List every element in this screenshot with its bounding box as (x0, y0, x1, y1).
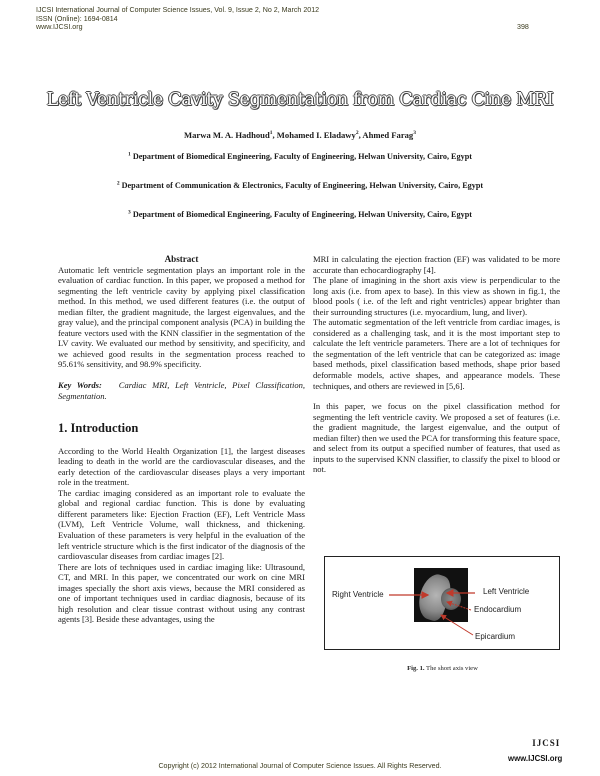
author-list: Marwa M. A. Hadhoud$^1$, Mohamed I. Eladawy$^2$, Ahmed Farag$^3$ (184, 130, 416, 140)
paragraph: According to the World Health Organization [1], the largest diseases leading to death in the world are the cardiovascular diseases, and the early detection of the cardiovascular diseases plays a very important role in the treatment. (58, 445, 305, 488)
author-sup: 3 (413, 130, 416, 137)
section-heading-introduction: 1. Introduction (58, 421, 139, 436)
affiliation-sup: 3 (128, 209, 131, 216)
caption-text: The short axis view (426, 665, 478, 672)
copyright-footer: Copyright (c) 2012 International Journal of Computer Science Issues. All Rights Reserved. (158, 762, 442, 770)
author-name: Ahmed Farag (362, 130, 414, 140)
affiliation-text: Department of Communication & Electronics, Faculty of Engineering, Helwan University, Cairo, Egypt (121, 181, 484, 190)
issn-line: ISSN (Online): 1694-0814 (36, 14, 118, 23)
caption-label: Fig. 1. (407, 665, 425, 672)
page-number: 398 (517, 23, 529, 31)
label-epicardium: Epicardium (475, 632, 516, 641)
abstract-text: Automatic left ventricle segmentation plays an important role in the evaluation of cardiac function. In this paper, we proposed a method for segmenting the left ventricle cavity by applying pixel classification method. In this method, we used different features (i.e. the output of median filter, the gradient magnitude, the largest eigenvalues, and the gray value), and the principal component analysis (PCA) in building the feature vectors used with the KNN classifier in the segmentation of the LV cavity. We evaluated our method by sensitivity, and specificity, and we achieved good results in the segmentation process reached to 95.61% sensitivity, and 98.9% specificity. (58, 264, 305, 370)
paragraph: The cardiac imaging considered as an important role to evaluate the global and regional cardiac function. This is done by evaluating different parameters like: Ejection Fraction (EF), Left Ventricle Mass (LVM), Left Ventricle Volume, wall thickness, and thickening. Evaluation of these parameters is very helpful in the evaluation of the left ventricle structure which is the first indicator of the diagnosis of the cardiovascular diseases from cardiac images [2]. (58, 487, 305, 562)
author-sup: 2 (355, 130, 359, 137)
affiliation-sup: 1 (128, 151, 131, 158)
keywords (58, 380, 305, 401)
running-header (36, 6, 319, 32)
affiliation-sup: 2 (116, 180, 120, 187)
annotation-arrows-icon (325, 557, 559, 649)
affiliation (0, 210, 600, 219)
author-sup: 1 (269, 130, 273, 137)
affiliation-text: Department of Biomedical Engineering, Faculty of Engineering, Helwan University, Cairo, Egypt (132, 210, 472, 219)
left-column (58, 254, 305, 625)
abstract-heading: Abstract (164, 254, 199, 264)
paragraph: There are lots of techniques used in cardiac imaging like: Ultrasound, CT, and MRI. In this paper, we concentrated our work on cine MRI images specially the short axis views, because the MRI considered as one of important techniques used in cardiac diagnosis, because of its high resolution and clear tissue contrast without using any contrast agents [3]. Beside these advantages, using the (58, 561, 305, 625)
affiliation (0, 152, 600, 161)
author-name: Marwa M. A. Hadhoud (184, 130, 270, 140)
affiliation-text: Department of Biomedical Engineering, Faculty of Engineering, Helwan University, Cairo, Egypt (132, 152, 472, 161)
paragraph: MRI in calculating the ejection fraction (EF) was validated to be more accurate than echocardiography [4]. (313, 254, 560, 275)
affiliation (0, 181, 600, 190)
keywords-text: Cardiac MRI, Left Ventricle, Pixel Classification, Segmentation. (58, 380, 305, 401)
paragraph: The plane of imagining in the short axis view is perpendicular to the long axis (i.e. from apex to base). In this view as shown in fig.1, the blood pools ( i.e. of the left and right ventricles) appear brighter than their surrounding structures (i.e. myocardium, lung, and liver). (313, 275, 560, 317)
author-name: Mohamed I. Eladawy (276, 130, 356, 140)
right-column (313, 254, 560, 475)
label-left-ventricle: Left Ventricle (483, 587, 530, 596)
logo-text: IJCSI (532, 738, 561, 748)
figure-caption (324, 665, 561, 672)
paragraph: In this paper, we focus on the pixel classification method for segmenting the left ventricle cavity. We proposed a set of features (i.e. the gradient magnitude, the largest eigenvalue, and the output of median filter) then we used the PCA for transforming this feature space, and select from its output a specified number of features, that used as inputs to the supervised KNN classifier, to classify the pixel to blood or not. (313, 401, 560, 475)
label-right-ventricle: Right Ventricle (332, 590, 384, 599)
keywords-label: Key Words: (58, 380, 102, 391)
journal-url[interactable]: www.IJCSI.org (36, 23, 83, 32)
logo-url[interactable]: www.IJCSI.org (508, 754, 563, 763)
paper-title: Left Ventricle Cavity Segmentation from Cardiac Cine MRI (46, 90, 554, 110)
label-endocardium: Endocardium (474, 605, 522, 614)
journal-line: IJCSI International Journal of Computer Science Issues, Vol. 9, Issue 2, No 2, March 2012 (36, 6, 320, 14)
paragraph: The automatic segmentation of the left ventricle from cardiac images, is considered as a challenging task, and it is the most important step to calculate the left ventricle parameters. There are a lot of techniques for the segmentation of the left ventricle that can be categorized as: image based methods, pixel classification based methods, shape prior based deformable models, active shapes, and appearance models. These techniques, and others are reviewed in [5,6]. (313, 317, 560, 391)
figure-short-axis-view (324, 556, 560, 650)
